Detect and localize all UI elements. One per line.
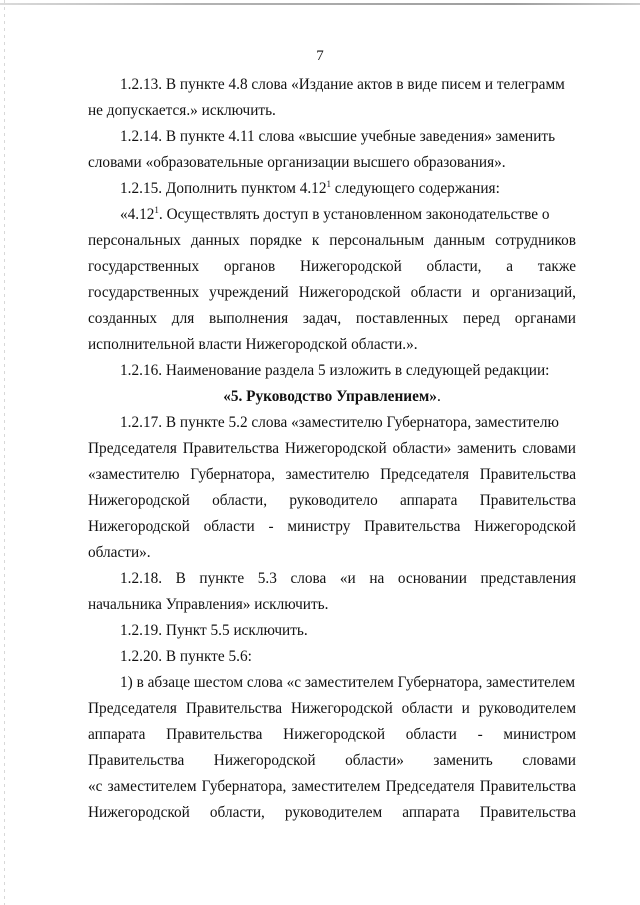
text-line: 1.2.20. В пункте 5.6: <box>120 648 252 665</box>
text-line: начальника Управления» исключить. <box>88 596 329 613</box>
text-line: государственных учреждений Нижегородской области и организаций, <box>88 284 576 301</box>
text-line: 1) в абзаце шестом слова «с заместителем Губернатора, заместителем <box>120 674 576 691</box>
scan-edge-left <box>4 0 5 905</box>
scan-edge-top <box>0 3 640 5</box>
text-line: не допускается.» исключить. <box>88 102 276 119</box>
text-line: 1.2.18. В пункте 5.3 слова «и на основании представления <box>120 570 576 587</box>
text-line <box>88 179 576 199</box>
text-fragment: 1.2.15. Дополнить пунктом 4.12 <box>120 180 327 197</box>
text-fragment: . Осуществлять доступ в установленном законодательстве о <box>158 206 550 223</box>
superscript: 1 <box>326 179 331 189</box>
text-line: 1.2.13. В пункте 4.8 слова «Издание актов в виде писем и телеграмм <box>120 76 565 93</box>
text-line: словами «образовательные организации высшего образования». <box>88 154 506 171</box>
text-line <box>88 205 576 225</box>
text-line: 1.2.14. В пункте 4.11 слова «высшие учебные заведения» заменить <box>120 128 556 145</box>
superscript: 1 <box>154 205 159 215</box>
text-line: Нижегородской области, руководителем аппарата Правительства <box>88 804 576 821</box>
text-fragment: . <box>436 388 441 405</box>
text-line: 1.2.19. Пункт 5.5 исключить. <box>120 622 308 639</box>
text-line: «с заместителем Губернатора, заместителем Председателя Правительства <box>88 778 576 795</box>
text-line: Нижегородской области - министру Правительства Нижегородской <box>88 518 576 535</box>
text-line: Председателя Правительства Нижегородской области и руководителем <box>88 700 576 717</box>
page-number: 7 <box>316 48 324 64</box>
text-line: персональных данных порядке к персональным данным сотрудников <box>88 232 576 249</box>
text-line: исполнительной власти Нижегородской области.». <box>88 336 418 353</box>
text-line: созданных для выполнения задач, поставленных перед органами <box>88 310 576 327</box>
text-line: Правительства Нижегородской области» заменить словами <box>88 752 576 769</box>
text-line: аппарата Правительства Нижегородской области - министром <box>88 726 576 743</box>
text-line: «заместителю Губернатора, заместителю Председателя Правительства <box>88 466 576 483</box>
text-line: области». <box>88 544 151 561</box>
text-line: Нижегородской области, руководитело аппарата Правительства <box>88 492 576 509</box>
section-heading <box>88 387 576 407</box>
text-line: Председателя Правительства Нижегородской области» заменить словами <box>88 440 576 457</box>
section-heading-text: «5. Руководство Управлением» <box>223 388 437 405</box>
text-line: 1.2.16. Наименование раздела 5 изложить в следующей редакции: <box>120 362 550 379</box>
text-fragment: следующего содержания: <box>334 180 500 197</box>
text-line: государственных органов Нижегородской области, а также <box>88 258 576 275</box>
text-fragment: «4.12 <box>120 206 155 223</box>
text-line: 1.2.17. В пункте 5.2 слова «заместителю Губернатора, заместителю <box>120 414 559 431</box>
